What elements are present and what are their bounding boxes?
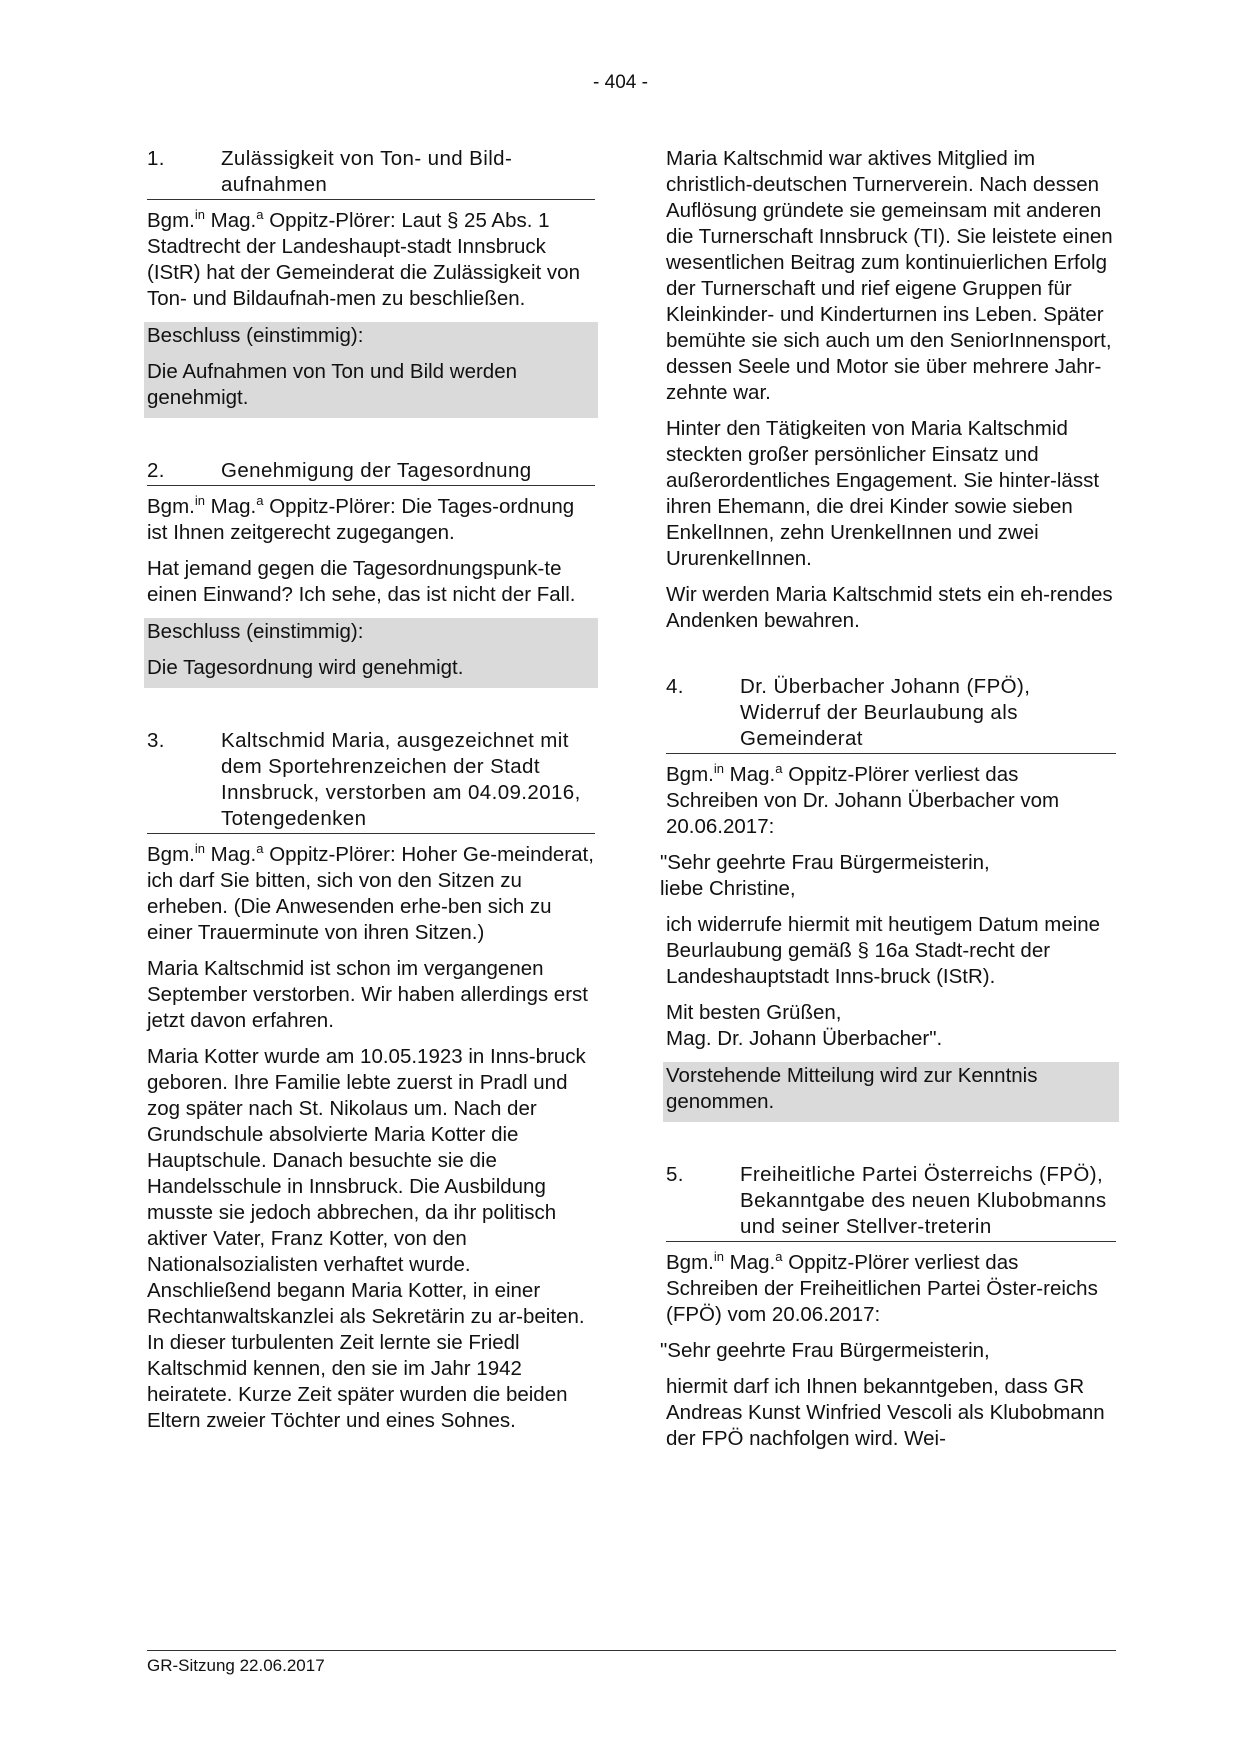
section-3-paragraph-3: Maria Kotter wurde am 10.05.1923 in Inns-bruck geboren. Ihre Familie lebte zuerst in Pradl und zog später nach St. Nikolaus um. Nach der Grundschule absolvierte Maria Kotter die Hauptschule. Danach besuchte sie die Handelsschule in Innsbruck. Die Ausbildung musste sie jedoch abbrechen, da ihr politisch aktiver Vater, Franz Kotter, von den Nationalsozialisten verhaftet wurde. Anschließend begann Maria Kotter, in einer Rechtanwaltskanzlei als Sekretärin zu ar-beiten. In dieser turbulenten Zeit lernte sie Friedl Kaltschmid kennen, den sie im Jahr 1942 heiratete. Kurze Zeit später wurden die beiden Eltern zweier Töchter und eines Sohnes.	[147, 1045, 586, 1432]
left-column	[147, 146, 595, 1444]
speaker-name: Oppitz-Plörer	[263, 209, 390, 232]
section-5-heading	[666, 1162, 1116, 1242]
section-4-notice: Vorstehende Mitteilung wird zur Kenntnis genommen.	[666, 1064, 1038, 1113]
section-2-decision-box	[144, 618, 598, 688]
section-3-heading	[147, 728, 595, 834]
section-1-decision-box	[144, 322, 598, 418]
section-2-number: 2.	[147, 459, 165, 482]
section-1-decision-result: Die Aufnahmen von Ton und Bild werden genehmigt.	[147, 360, 518, 409]
section-5-title: Freiheitliche Partei Österreichs (FPÖ), Bekanntgabe des neuen Klubobmanns und seiner Stellver-treterin	[740, 1163, 1107, 1238]
section-5-salutation: "Sehr geehrte Frau Bürgermeisterin,	[660, 1339, 990, 1362]
right-column	[660, 146, 1116, 1462]
section-2-title: Genehmigung der Tagesordnung	[221, 459, 532, 482]
section-4-title: Dr. Überbacher Johann (FPÖ), Widerruf der Beurlaubung als Gemeinderat	[740, 675, 1031, 750]
obituary-paragraph-3: Wir werden Maria Kaltschmid stets ein eh-rendes Andenken bewahren.	[666, 583, 1113, 632]
section-1-number: 1.	[147, 147, 165, 170]
section-2-heading	[147, 458, 595, 486]
footer-text: GR-Sitzung 22.06.2017	[147, 1656, 325, 1675]
section-4-letter-body: ich widerrufe hiermit mit heutigem Datum meine Beurlaubung gemäß § 16a Stadt-recht der Landeshauptstadt Inns-bruck (IStR).	[666, 913, 1101, 988]
section-3-number: 3.	[147, 729, 165, 752]
section-4-salutation: "Sehr geehrte Frau Bürgermeisterin, liebe Christine,	[660, 851, 990, 900]
section-1-heading	[147, 146, 595, 200]
page-number: - 404 -	[593, 72, 648, 93]
obituary-paragraph-2: Hinter den Tätigkeiten von Maria Kaltschmid steckten großer persönlicher Einsatz und außerordentliches Engagement. Sie hinter-lässt ihren Ehemann, die drei Kinder sowie sieben EnkelInnen, zehn UrenkelInnen und zwei UrurenkelInnen.	[666, 417, 1100, 570]
speaker-prefix: Bgm.	[147, 209, 195, 232]
section-3-title: Kaltschmid Maria, ausgezeichnet mit dem Sportehrenzeichen der Stadt Innsbruck, verstorben am 04.09.2016, Totengedenken	[221, 729, 581, 830]
section-4-heading	[666, 674, 1116, 754]
section-5-speech: Bgm.$^{in}$ Mag.$^a$ Oppitz-Plörer verliest das Schreiben der Freiheitlichen Partei Öster-reichs (FPÖ) vom 20.06.2017:	[666, 1249, 1098, 1326]
section-3-paragraph-2: Maria Kaltschmid ist schon im vergangenen September verstorben. Wir haben allerdings erst jetzt davon erfahren.	[147, 957, 588, 1032]
section-3-speech: Bgm.$^{in}$ Mag.$^a$ Oppitz-Plörer: Hoher Ge-meinderat, ich darf Sie bitten, sich von den Sitzen zu erheben. (Die Anwesenden erhe-ben sich zu einer Trauerminute von ihren Sitzen.)	[147, 841, 594, 944]
section-2-decision-label: Beschluss (einstimmig):	[147, 620, 364, 643]
section-1-decision-label: Beschluss (einstimmig):	[147, 324, 364, 347]
section-4-letter-closing: Mit besten Grüßen, Mag. Dr. Johann Überbacher".	[666, 1001, 943, 1050]
section-2-paragraph: Hat jemand gegen die Tagesordnungspunk-te einen Einwand? Ich sehe, das ist nicht der Fall.	[147, 557, 576, 606]
section-1-title: Zulässigkeit von Ton- und Bild-aufnahmen	[221, 147, 513, 196]
section-2-decision-result: Die Tagesordnung wird genehmigt.	[147, 656, 464, 679]
obituary-paragraph-1: Maria Kaltschmid war aktives Mitglied im christlich-deutschen Turnerverein. Nach dessen Auflösung gründete sie gemeinsam mit anderen die Turnerschaft Innsbruck (TI). Sie leistete einen wesentlichen Beitrag zum kontinuierlichen Erfolg der Turnerschaft und rief eigene Gruppen für Kleinkinder- und Kinderturnen ins Leben. Später bemühte sie sich auch um den SeniorInnensport, dessen Seele und Motor sie über mehrere Jahr-zehnte war.	[666, 147, 1113, 404]
section-5-letter-body: hiermit darf ich Ihnen bekanntgeben, dass GR Andreas Kunst Winfried Vescoli als Klubobmann der FPÖ nachfolgen wird. Wei-	[666, 1375, 1105, 1450]
section-4-number: 4.	[666, 675, 684, 698]
section-1-speech: Bgm.$^{in}$ Mag.$^a$ Oppitz-Plörer: Laut § 25 Abs. 1 Stadtrecht der Landeshaupt-stadt Innsbruck (IStR) hat der Gemeinderat die Zulässigkeit von Ton- und Bildaufnah-men zu beschließen.	[147, 207, 580, 310]
section-4-speech: Bgm.$^{in}$ Mag.$^a$ Oppitz-Plörer verliest das Schreiben von Dr. Johann Überbacher vom 20.06.2017:	[666, 761, 1060, 838]
section-5-number: 5.	[666, 1163, 684, 1186]
section-2-speech: Bgm.$^{in}$ Mag.$^a$ Oppitz-Plörer: Die Tages-ordnung ist Ihnen zeitgerecht zugegangen.	[147, 493, 575, 544]
footer-rule	[147, 1650, 1116, 1651]
section-4-notice-box	[663, 1062, 1119, 1122]
